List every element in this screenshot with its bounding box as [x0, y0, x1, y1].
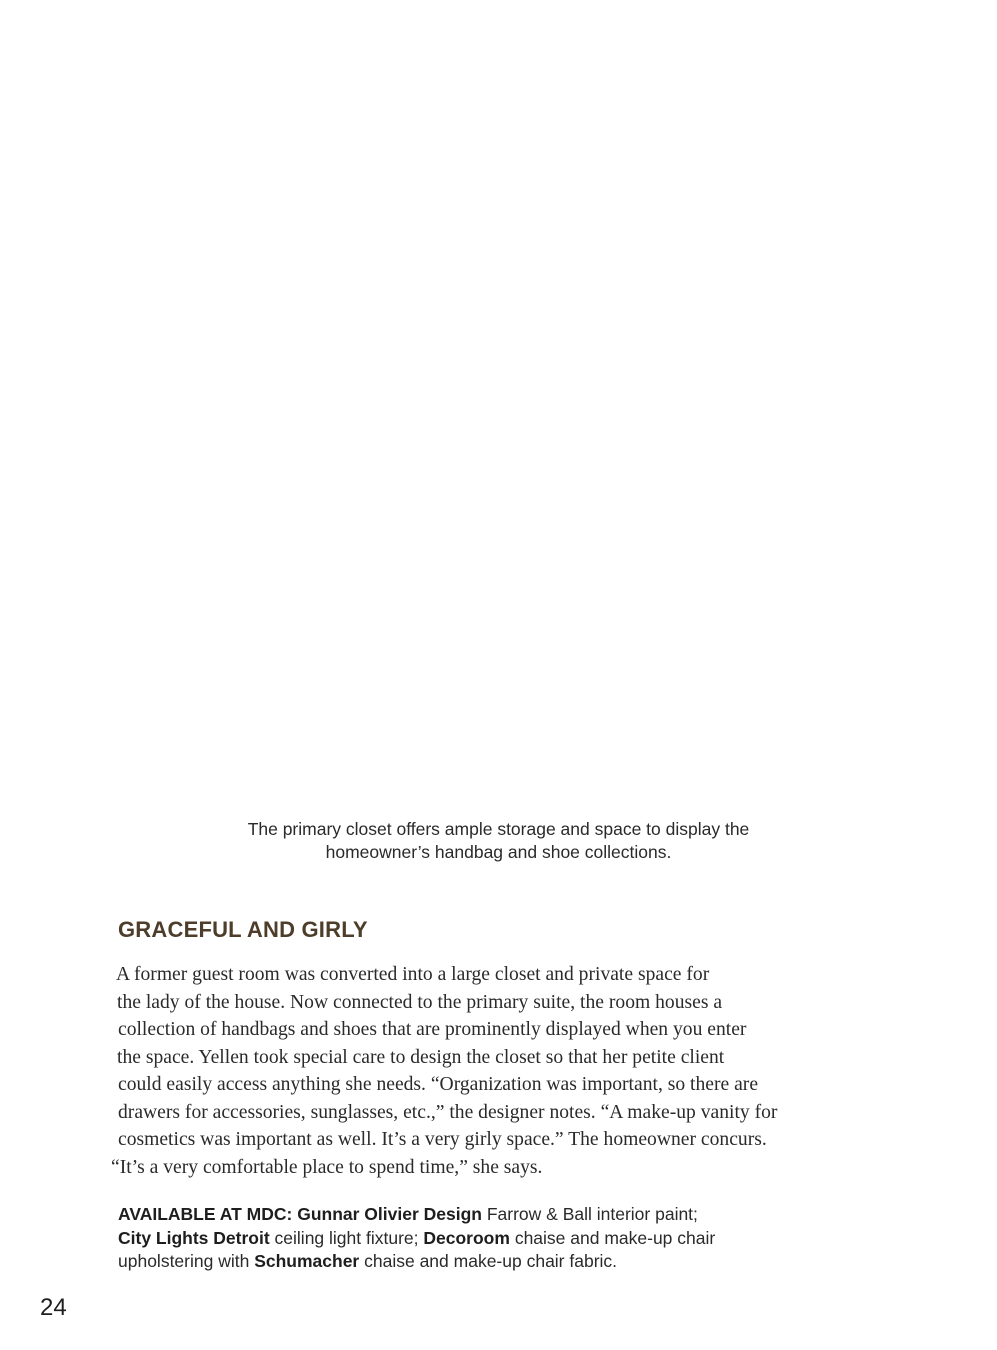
credit-item: upholstering with	[118, 1251, 250, 1271]
credit-item: chaise and make-up chair	[514, 1227, 716, 1248]
vendor-name: City Lights Detroit	[118, 1227, 270, 1248]
body-line: the space. Yellen took special care to design the closet so that her petite client	[117, 1046, 725, 1068]
caption-line: The primary closet offers ample storage and space to display the	[247, 819, 750, 839]
page-number: 24	[40, 1294, 67, 1321]
photo-caption	[0, 818, 997, 864]
vendor-name: Gunnar Olivier Design	[297, 1204, 482, 1224]
section-heading: GRACEFUL AND GIRLY	[118, 917, 368, 942]
credit-item: ceiling light fixture;	[274, 1227, 419, 1248]
vendor-name: Schumacher	[254, 1251, 360, 1271]
credit-item: chaise and make-up chair fabric.	[364, 1251, 618, 1271]
body-line: A former guest room was converted into a large closet and private space for	[116, 964, 710, 985]
body-line: drawers for accessories, sunglasses, etc.,” the designer notes. “A make-up vanity for	[118, 1101, 778, 1123]
caption-line: homeowner’s handbag and shoe collections.	[325, 842, 672, 862]
credits-block	[118, 1203, 918, 1274]
body-line: “It’s a very comfortable place to spend time,” she says.	[111, 1156, 543, 1178]
body-line: the lady of the house. Now connected to the primary suite, the room houses a	[117, 991, 723, 1013]
body-line: could easily access anything she needs. “Organization was important, so there are	[118, 1074, 759, 1095]
credit-item: Farrow & Ball interior paint;	[486, 1204, 698, 1224]
credits-label: AVAILABLE AT MDC:	[118, 1204, 293, 1224]
credits-line	[118, 1227, 918, 1251]
body-line: collection of handbags and shoes that are prominently displayed when you enter	[118, 1019, 747, 1040]
credits-line	[118, 1250, 918, 1274]
vendor-name: Decoroom	[423, 1227, 510, 1248]
credits-line	[118, 1203, 918, 1227]
article-body	[0, 961, 997, 1181]
body-line: cosmetics was important as well. It’s a very girly space.” The homeowner concurs.	[118, 1129, 767, 1150]
